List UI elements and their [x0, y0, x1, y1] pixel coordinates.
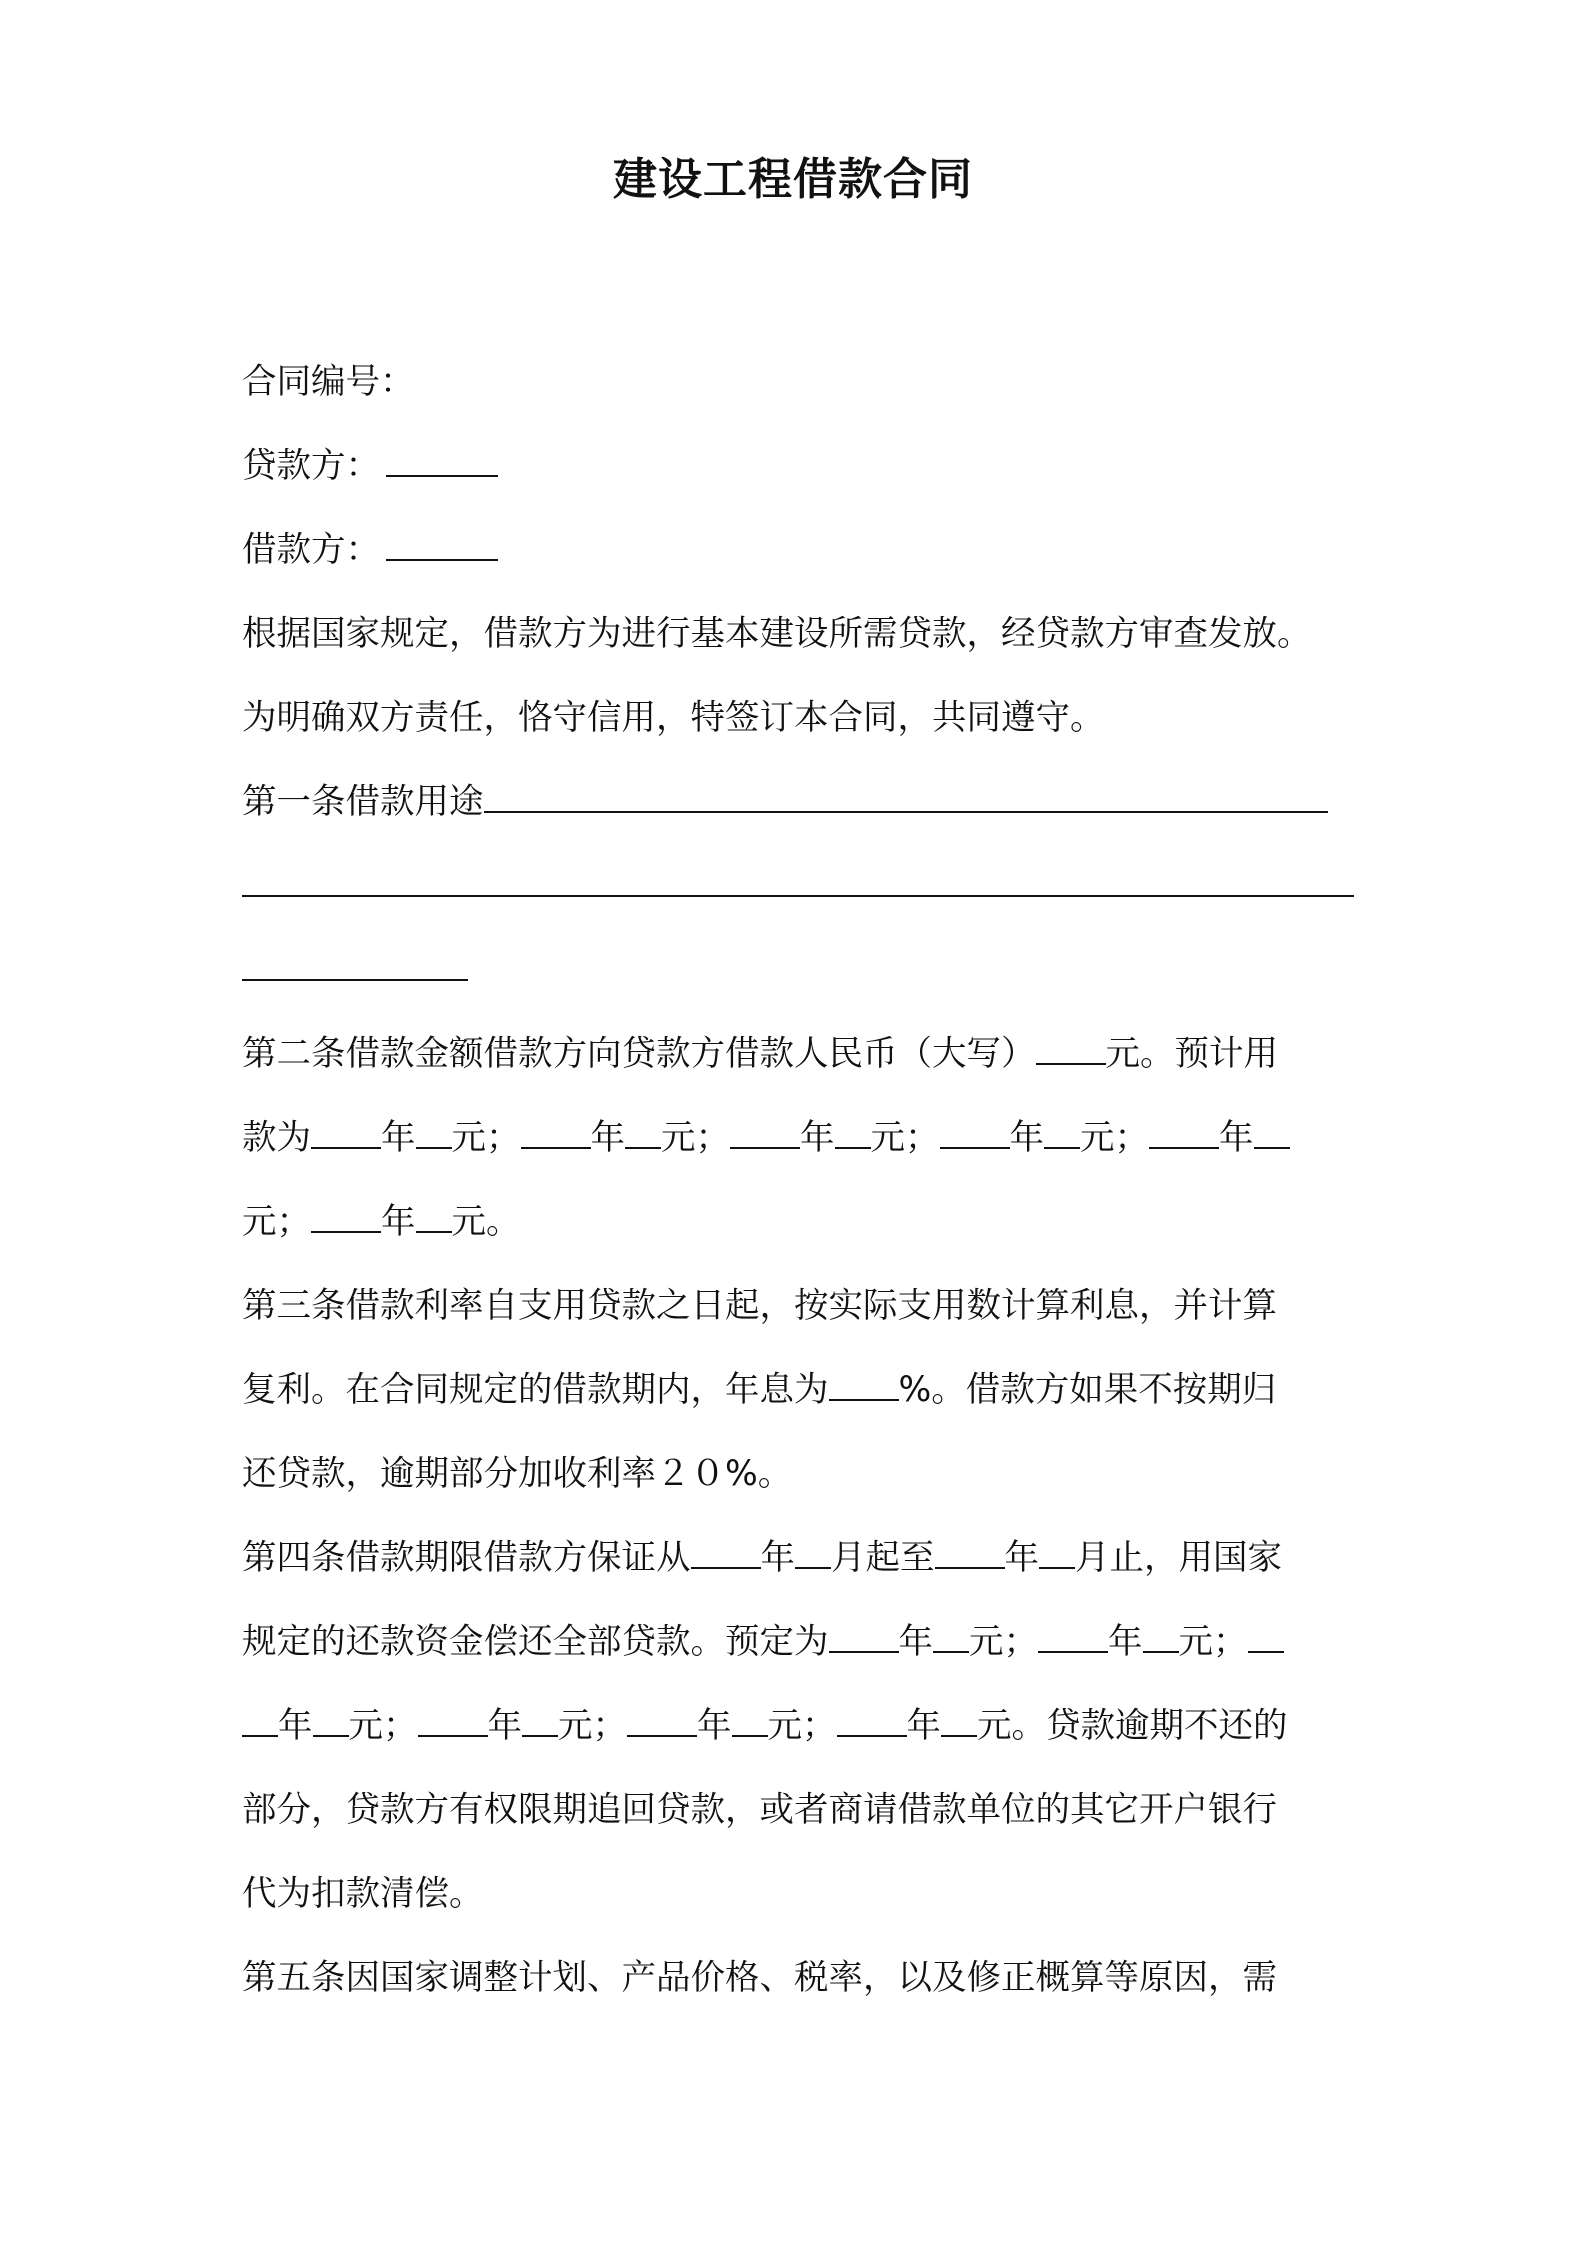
yuan-blank: [732, 1695, 768, 1737]
article-1-label: 第一条借款用途: [242, 782, 484, 822]
article-4-line-2: [242, 1600, 1354, 1684]
article-3-text-2a: 复利。在合同规定的借款期内，年息为: [242, 1370, 829, 1410]
intro-line-1: [242, 592, 1354, 676]
borrower-line: [242, 508, 1354, 592]
separator: ；: [905, 1118, 940, 1158]
amount-blank: [1036, 1023, 1106, 1065]
article-4-text-1c: 月起至: [831, 1538, 935, 1578]
article-1-blank-3: [242, 939, 468, 981]
contract-number-label: 合同编号：: [242, 362, 415, 402]
year-blank-part: [1248, 1611, 1284, 1653]
article-5-line-1: [242, 1936, 1354, 2020]
year-blank: [940, 1107, 1010, 1149]
yuan-blank: [522, 1695, 558, 1737]
article-4-text-5: 代为扣款清偿。: [242, 1874, 484, 1914]
article-5-text-1: 第五条因国家调整计划、产品价格、税率，以及修正概算等原因，需: [242, 1958, 1277, 1998]
year-blank: [837, 1695, 907, 1737]
year-blank: [627, 1695, 697, 1737]
article-4-text-2a: 规定的还款资金偿还全部贷款。预定为: [242, 1622, 829, 1662]
borrower-label: 借款方：: [242, 530, 380, 570]
yuan-label: 元: [767, 1706, 802, 1746]
article-4-line-3: [242, 1684, 1354, 1768]
yuan-blank: [933, 1611, 969, 1653]
article-2-text-b: 元。预计用: [1105, 1034, 1278, 1074]
article-4-text-4: 部分，贷款方有权限期追回贷款，或者商请借款单位的其它开户银行: [242, 1790, 1277, 1830]
yuan-label: 元: [870, 1118, 905, 1158]
separator: ；: [695, 1118, 730, 1158]
intro-line-2: [242, 676, 1354, 760]
lender-line: [242, 424, 1354, 508]
year-blank: [829, 1611, 899, 1653]
article-4-line-1: [242, 1516, 1354, 1600]
year-label: 年: [487, 1706, 522, 1746]
end-year-blank: [935, 1527, 1005, 1569]
yuan-label: 元: [348, 1706, 383, 1746]
article-3-text-3: 还贷款，逾期部分加收利率２０%。: [242, 1454, 793, 1494]
yuan-label: 元: [1178, 1622, 1213, 1662]
yuan-label: 元: [451, 1118, 486, 1158]
yuan-label: 元: [661, 1118, 696, 1158]
year-blank-part: [242, 1695, 278, 1737]
year-label: 年: [1108, 1622, 1143, 1662]
article-4-line-5: [242, 1852, 1354, 1936]
year-label: 年: [697, 1706, 732, 1746]
article-3-line-2: [242, 1348, 1354, 1432]
year-label: 年: [800, 1118, 835, 1158]
article-4-line-4: [242, 1768, 1354, 1852]
interest-rate-blank: [829, 1359, 899, 1401]
yuan-blank: [1254, 1107, 1290, 1149]
article-2-text-a: 第二条借款金额借款方向贷款方借款人民币（大写）: [242, 1034, 1036, 1074]
article-2-line-2: [242, 1096, 1354, 1180]
year-blank: [311, 1107, 381, 1149]
year-blank: [730, 1107, 800, 1149]
separator: ；: [486, 1118, 521, 1158]
separator: ；: [1003, 1622, 1038, 1662]
article-1-line-3: [242, 928, 1354, 1012]
end-month-blank: [1039, 1527, 1075, 1569]
yuan-blank: [416, 1107, 452, 1149]
year-blank: [311, 1191, 381, 1233]
contract-number-line: [242, 340, 1354, 424]
yuan-blank: [941, 1695, 977, 1737]
year-label: 年: [898, 1622, 933, 1662]
yuan-blank: [416, 1191, 452, 1233]
yuan-blank: [1044, 1107, 1080, 1149]
year-label: 年: [760, 1538, 795, 1578]
yuan-end-label: 元。: [451, 1202, 521, 1242]
year-label: 年: [278, 1706, 313, 1746]
yuan-blank: [313, 1695, 349, 1737]
article-2-text-c: 款为: [242, 1118, 311, 1158]
intro-text-2: 为明确双方责任，恪守信用，特签订本合同，共同遵守。: [242, 698, 1105, 738]
start-month-blank: [795, 1527, 831, 1569]
year-label: 年: [381, 1202, 416, 1242]
article-1-line-1: [242, 760, 1354, 844]
yuan-blank: [1143, 1611, 1179, 1653]
article-2-line-1: [242, 1012, 1354, 1096]
year-label: 年: [906, 1706, 941, 1746]
borrower-blank: [386, 519, 498, 561]
lender-blank: [386, 435, 498, 477]
year-blank: [418, 1695, 488, 1737]
separator: ；: [276, 1202, 311, 1242]
article-1-blank-2: [242, 855, 1354, 897]
article-1-line-2: [242, 844, 1354, 928]
year-blank: [1038, 1611, 1108, 1653]
article-3-line-1: [242, 1264, 1354, 1348]
intro-text-1: 根据国家规定，借款方为进行基本建设所需贷款，经贷款方审查发放。: [242, 614, 1312, 654]
article-3-text-2b: %。借款方如果不按期归: [898, 1370, 1277, 1410]
document-title: 建设工程借款合同: [613, 154, 973, 205]
start-year-blank: [691, 1527, 761, 1569]
article-4-text-1a: 第四条借款期限借款方保证从: [242, 1538, 691, 1578]
year-label: 年: [381, 1118, 416, 1158]
yuan-label: 元: [558, 1706, 593, 1746]
yuan-blank: [835, 1107, 871, 1149]
article-1-blank-1: [484, 771, 1328, 813]
year-label: 年: [1219, 1118, 1254, 1158]
separator: ；: [592, 1706, 627, 1746]
article-4-text-1e: 月止，用国家: [1075, 1538, 1282, 1578]
yuan-label: 元: [242, 1202, 277, 1242]
separator: ；: [1114, 1118, 1149, 1158]
separator: ；: [383, 1706, 418, 1746]
year-label: 年: [1009, 1118, 1044, 1158]
yuan-label: 元: [969, 1622, 1004, 1662]
article-2-line-3: [242, 1180, 1354, 1264]
yuan-label: 元: [1080, 1118, 1115, 1158]
year-label: 年: [1004, 1538, 1039, 1578]
separator: ；: [1213, 1622, 1248, 1662]
year-blank: [521, 1107, 591, 1149]
year-blank: [1149, 1107, 1219, 1149]
article-3-line-3: [242, 1432, 1354, 1516]
separator: ；: [802, 1706, 837, 1746]
yuan-blank: [625, 1107, 661, 1149]
article-3-text-1: 第三条借款利率自支用贷款之日起，按实际支用数计算利息，并计算: [242, 1286, 1277, 1326]
article-4-text-3-end: 元。贷款逾期不还的: [977, 1706, 1288, 1746]
lender-label: 贷款方：: [242, 446, 380, 486]
year-label: 年: [590, 1118, 625, 1158]
document-body: [242, 340, 1354, 2020]
